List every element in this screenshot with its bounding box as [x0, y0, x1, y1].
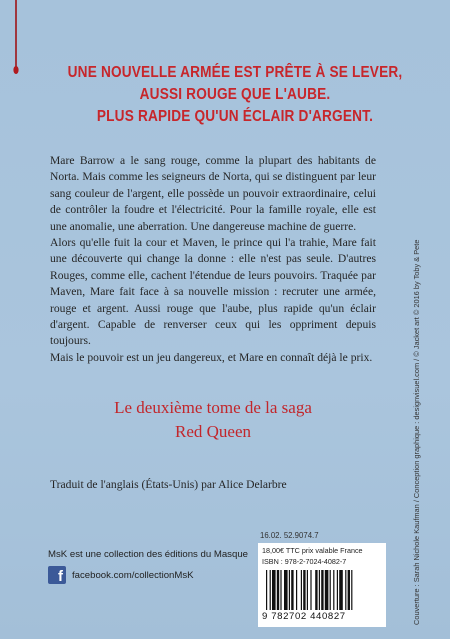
barcode-bar	[272, 570, 276, 610]
barcode-bar	[333, 570, 334, 610]
publisher-note: MsK est une collection des éditions du Masque	[48, 549, 248, 560]
series-subtitle	[50, 396, 376, 444]
barcode-bar	[289, 570, 290, 610]
catalog-code: 16.02. 52.9074.7	[260, 531, 319, 540]
isbn-text: ISBN : 978-2-7024-4082-7	[262, 557, 347, 566]
synopsis-paragraph-3: Mais le pouvoir est un jeu dangereux, et Mare en connaît déjà le prix.	[50, 350, 373, 364]
barcode-bar	[307, 570, 308, 610]
tagline-line-3: PLUS RAPIDE QU'UN ÉCLAIR D'ARGENT.	[96, 108, 374, 125]
barcode-digits: 9 782702 440827	[262, 611, 346, 622]
barcode-bar	[301, 570, 302, 610]
barcode-bar	[270, 570, 271, 610]
blood-drip	[13, 0, 19, 76]
barcode-bar	[266, 570, 267, 610]
translator-credit: Traduit de l'anglais (États-Unis) par Alice Delarbre	[50, 478, 287, 491]
facebook-link[interactable]	[48, 566, 194, 584]
synopsis	[50, 153, 376, 366]
barcode-icon	[266, 570, 378, 610]
barcode-bar	[339, 570, 343, 610]
tagline	[63, 62, 406, 128]
subtitle-line-1: Le deuxième tome de la saga	[114, 398, 312, 417]
barcode-bar	[345, 570, 346, 610]
barcode-bar	[330, 570, 331, 610]
barcode-bar	[280, 570, 281, 610]
barcode-bar	[325, 570, 329, 610]
barcode-bar	[315, 570, 317, 610]
barcode-bar	[337, 570, 338, 610]
barcode-bar	[351, 570, 352, 610]
cover-credits: Couverture : Sarah Nichole Kaufman / Conception graphique : designvisuel.com / © Jacket art © 2016 by Toby & Pete	[412, 239, 421, 625]
barcode-bar	[296, 570, 297, 610]
tagline-line-1: UNE NOUVELLE ARMÉE EST PRÊTE À SE LEVER,	[67, 64, 403, 81]
barcode-bar	[321, 570, 323, 610]
barcode-bar	[277, 570, 279, 610]
barcode-bar	[291, 570, 293, 610]
barcode-label	[258, 543, 386, 627]
synopsis-paragraph-2: Alors qu'elle fuit la cour et Maven, le prince qui l'a trahie, Mare fait une découverte qui change la donne : elle n'est pas seule. D'autres Rouges, comme elle, cachent l'étendue de leurs pouvoirs. Traquée par Maven, Mare fait face à sa nouvelle mission : recruter une armée, rouge et argent. Aussi rouge que l'aube, plus rapide qu'un éclair d'argent. Capable de renverser ceux qui les oppriment depuis toujours.	[50, 236, 376, 348]
subtitle-line-2: Red Queen	[174, 422, 251, 441]
barcode-bar	[319, 570, 320, 610]
barcode-bar	[284, 570, 288, 610]
facebook-url: facebook.com/collectionMsK	[72, 569, 194, 581]
barcode-bar	[348, 570, 350, 610]
facebook-icon: f	[48, 566, 66, 584]
tagline-line-2: AUSSI ROUGE QUE L'AUBE.	[139, 86, 331, 103]
barcode-bar	[303, 570, 305, 610]
barcode-bar	[310, 570, 311, 610]
price-text: 18,00€ TTC prix valable France	[262, 546, 363, 555]
synopsis-paragraph-1: Mare Barrow a le sang rouge, comme la plupart des habitants de Norta. Mais comme les seigneurs de Norta, qui se distinguent par leur sang couleur de l'argent, elle possède un pouvoir extraordinaire, celui de contrôler la foudre et l'électricité. Pour la famille royale, elle est une anomalie, une aberration. Une dangereuse machine de guerre.	[50, 154, 376, 233]
